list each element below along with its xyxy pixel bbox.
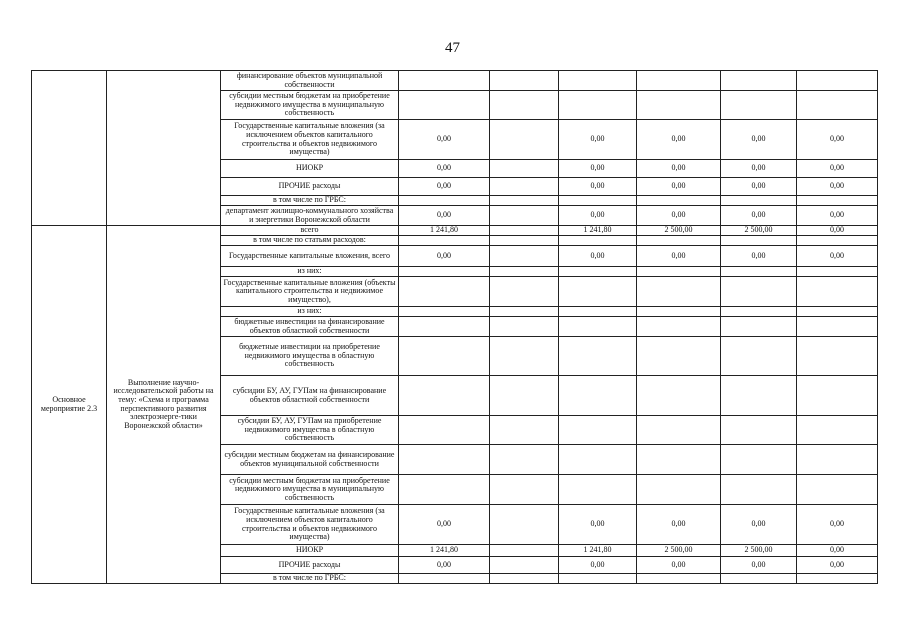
value-cell [559,277,637,307]
value-cell [637,574,721,584]
value-cell [490,267,559,277]
value-cell: 0,00 [721,160,797,178]
value-cell: 0,00 [559,557,637,574]
value-cell [490,236,559,246]
value-cell: 0,00 [721,178,797,196]
row-label: субсидии местным бюджетам на приобретение недвижимого имущества в муниципальную собственность [221,91,399,120]
value-cell [797,416,878,445]
value-cell: 0,00 [637,557,721,574]
value-cell [721,267,797,277]
value-cell [490,376,559,416]
value-cell: 0,00 [559,206,637,226]
row-label: в том числе по ГРБС: [221,574,399,584]
value-cell: 2 500,00 [637,226,721,236]
value-cell [559,196,637,206]
row-label: департамент жилищно-коммунального хозяйства и энергетики Воронежской области [221,206,399,226]
value-cell [721,337,797,376]
value-cell [721,236,797,246]
value-cell [399,196,490,206]
value-cell [559,337,637,376]
value-cell [637,416,721,445]
value-cell [721,196,797,206]
value-cell [490,416,559,445]
value-cell [797,445,878,475]
row-label: субсидии местным бюджетам на приобретение недвижимого имущества в муниципальную собственность [221,475,399,505]
value-cell [559,574,637,584]
value-cell [490,545,559,557]
value-cell [490,475,559,505]
value-cell [637,337,721,376]
value-cell [559,376,637,416]
value-cell: 0,00 [797,206,878,226]
value-cell: 0,00 [399,206,490,226]
value-cell: 0,00 [797,178,878,196]
value-cell [399,91,490,120]
value-cell [559,416,637,445]
value-cell: 0,00 [721,206,797,226]
value-cell: 0,00 [637,160,721,178]
value-cell [559,91,637,120]
value-cell [797,574,878,584]
value-cell [797,71,878,91]
value-cell [637,71,721,91]
event-label: Основное мероприятие 2.3 [32,226,107,584]
value-cell: 0,00 [797,545,878,557]
value-cell [637,307,721,317]
value-cell [637,91,721,120]
value-cell [559,317,637,337]
value-cell [490,337,559,376]
value-cell: 0,00 [637,206,721,226]
value-cell: 1 241,80 [399,226,490,236]
value-cell [721,71,797,91]
value-cell [490,307,559,317]
page-number: 47 [445,40,460,56]
value-cell [559,307,637,317]
value-cell [797,236,878,246]
value-cell [797,277,878,307]
value-cell [490,557,559,574]
value-cell [559,267,637,277]
value-cell: 1 241,80 [559,226,637,236]
row-label: всего [221,226,399,236]
value-cell: 0,00 [637,120,721,160]
value-cell [721,574,797,584]
value-cell [399,71,490,91]
value-cell [797,196,878,206]
value-cell [490,160,559,178]
value-cell [490,91,559,120]
value-cell [399,307,490,317]
row-label: Государственные капитальные вложения (за исключением объектов капитального строительства и объектов недвижимого имущества) [221,120,399,160]
value-cell [721,445,797,475]
row-label: из них: [221,307,399,317]
value-cell [637,475,721,505]
value-cell [490,574,559,584]
value-cell: 0,00 [721,246,797,267]
row-label: НИОКР [221,160,399,178]
value-cell [797,337,878,376]
empty-left-cell [32,71,107,226]
value-cell: 0,00 [559,246,637,267]
value-cell [399,475,490,505]
value-cell: 0,00 [559,505,637,545]
value-cell [399,445,490,475]
value-cell: 0,00 [559,120,637,160]
value-cell [721,376,797,416]
row-label: в том числе по ГРБС: [221,196,399,206]
value-cell [721,277,797,307]
value-cell: 0,00 [399,178,490,196]
value-cell [721,475,797,505]
value-cell [637,267,721,277]
value-cell: 0,00 [797,246,878,267]
value-cell [399,277,490,307]
row-label: субсидии БУ, АУ, ГУПам на приобретение недвижимого имущества в областную собственность [221,416,399,445]
value-cell: 0,00 [399,246,490,267]
row-label: ПРОЧИЕ расходы [221,178,399,196]
value-cell: 2 500,00 [721,545,797,557]
value-cell [797,307,878,317]
value-cell: 1 241,80 [399,545,490,557]
empty-left-cell [107,71,221,226]
row-label: финансирование объектов муниципальной собственности [221,71,399,91]
row-label: Государственные капитальные вложения (объекты капитального строительства и недвижимое имущество), [221,277,399,307]
value-cell [490,445,559,475]
value-cell [637,376,721,416]
value-cell [399,267,490,277]
value-cell [399,416,490,445]
value-cell [490,505,559,545]
value-cell [559,71,637,91]
value-cell: 0,00 [637,178,721,196]
row-label: бюджетные инвестиции на приобретение недвижимого имущества в областную собственность [221,337,399,376]
value-cell [399,337,490,376]
value-cell [490,196,559,206]
value-cell [399,317,490,337]
value-cell [721,317,797,337]
row-label: в том числе по статьям расходов: [221,236,399,246]
budget-table [31,70,878,584]
value-cell [490,120,559,160]
value-cell: 0,00 [559,160,637,178]
value-cell: 0,00 [721,120,797,160]
value-cell [399,376,490,416]
value-cell [637,445,721,475]
value-cell [559,445,637,475]
value-cell [490,277,559,307]
value-cell [637,317,721,337]
row-label: НИОКР [221,545,399,557]
value-cell: 0,00 [399,505,490,545]
value-cell: 2 500,00 [637,545,721,557]
row-label: бюджетные инвестиции на финансирование объектов областной собственности [221,317,399,337]
value-cell: 0,00 [797,226,878,236]
value-cell [721,307,797,317]
value-cell [797,91,878,120]
value-cell [797,267,878,277]
value-cell: 1 241,80 [559,545,637,557]
value-cell [637,236,721,246]
value-cell [797,317,878,337]
value-cell: 0,00 [721,505,797,545]
value-cell [637,277,721,307]
row-label: Государственные капитальные вложения (за исключением объектов капитального строительства и объектов недвижимого имущества) [221,505,399,545]
value-cell [637,196,721,206]
row-label: ПРОЧИЕ расходы [221,557,399,574]
row-label: субсидии местным бюджетам на финансирование объектов муниципальной собственности [221,445,399,475]
event-name: Выполнение научно-исследовательской работы на тему: «Схема и программа перспективного развития электроэнерге-тики Воронежской области» [107,226,221,584]
value-cell: 0,00 [797,120,878,160]
value-cell [559,236,637,246]
value-cell [490,178,559,196]
value-cell: 0,00 [637,505,721,545]
value-cell: 0,00 [797,557,878,574]
value-cell: 0,00 [399,557,490,574]
value-cell [490,206,559,226]
value-cell [490,71,559,91]
value-cell [721,416,797,445]
value-cell: 0,00 [399,160,490,178]
value-cell: 0,00 [559,178,637,196]
row-label: субсидии БУ, АУ, ГУПам на финансирование объектов областной собственности [221,376,399,416]
value-cell [490,226,559,236]
value-cell [797,475,878,505]
row-label: Государственные капитальные вложения, всего [221,246,399,267]
value-cell: 0,00 [797,505,878,545]
value-cell [721,91,797,120]
value-cell [490,246,559,267]
value-cell [399,236,490,246]
value-cell [399,574,490,584]
value-cell: 0,00 [797,160,878,178]
row-label: из них: [221,267,399,277]
value-cell: 2 500,00 [721,226,797,236]
value-cell [797,376,878,416]
value-cell [559,475,637,505]
value-cell: 0,00 [637,246,721,267]
value-cell: 0,00 [721,557,797,574]
value-cell: 0,00 [399,120,490,160]
value-cell [490,317,559,337]
